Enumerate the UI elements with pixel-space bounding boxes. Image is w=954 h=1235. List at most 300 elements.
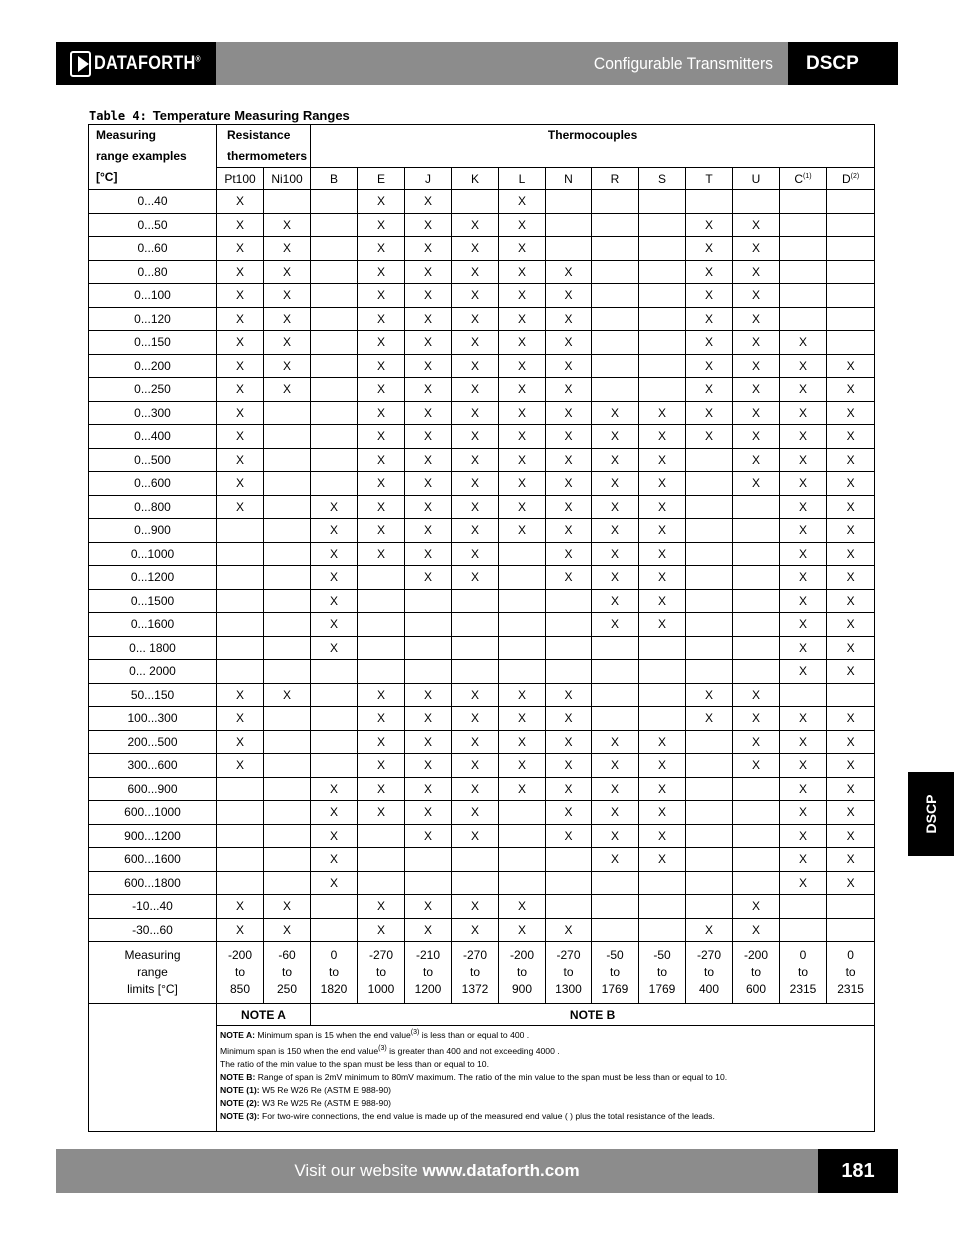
mark-cell [639, 918, 686, 942]
mark-cell: X [499, 918, 546, 942]
mark-cell [452, 589, 499, 613]
mark-cell: X [358, 284, 405, 308]
mark-cell: X [405, 566, 452, 590]
table-row [89, 519, 875, 543]
mark-cell: X [358, 895, 405, 919]
mark-cell: X [546, 425, 592, 449]
mark-cell: X [592, 425, 639, 449]
sensor-header-c [780, 168, 827, 190]
note-line [220, 1084, 874, 1097]
mark-cell [264, 190, 311, 214]
range-cell: 300...600 [89, 754, 217, 778]
mark-cell: X [405, 213, 452, 237]
mark-cell [311, 730, 358, 754]
table-row [89, 707, 875, 731]
mark-cell [358, 566, 405, 590]
mark-cell [592, 378, 639, 402]
table-row [89, 754, 875, 778]
note-text: W3 Re W25 Re (ASTM E 988-90) [262, 1097, 391, 1108]
note-label: NOTE (1): [220, 1084, 260, 1095]
mark-cell: X [639, 824, 686, 848]
limits-cell [733, 942, 780, 1004]
table-row [89, 284, 875, 308]
limits-line: -270 [556, 948, 581, 962]
mark-cell: X [217, 425, 264, 449]
mark-cell [499, 848, 546, 872]
footer-website: Visit our website www.dataforth.com [294, 1161, 580, 1180]
mark-cell: X [405, 730, 452, 754]
sensor-header-e [358, 168, 405, 190]
note-tail: is greater than 400 and not exceeding 4000 . [386, 1045, 560, 1056]
table-row [89, 425, 875, 449]
website-link[interactable]: www.dataforth.com [422, 1161, 580, 1180]
mark-cell [733, 495, 780, 519]
mark-cell: X [405, 495, 452, 519]
mark-cell: X [217, 307, 264, 331]
mark-cell: X [592, 401, 639, 425]
mark-cell: X [358, 495, 405, 519]
note-text: Minimum span is 15 when the end value [257, 1029, 411, 1040]
mark-cell [499, 824, 546, 848]
mark-cell: X [452, 895, 499, 919]
sensor-label: K [470, 171, 479, 186]
mark-cell: X [733, 284, 780, 308]
mark-cell [546, 589, 592, 613]
mark-cell: X [311, 495, 358, 519]
mark-cell [405, 871, 452, 895]
mark-cell [499, 636, 546, 660]
mark-cell [217, 660, 264, 684]
mark-cell [311, 237, 358, 261]
sensor-header-b [311, 168, 358, 190]
mark-cell: X [217, 190, 264, 214]
mark-cell: X [733, 307, 780, 331]
mark-cell: X [592, 824, 639, 848]
mark-cell: X [780, 777, 827, 801]
mark-cell: X [780, 871, 827, 895]
mark-cell [264, 730, 311, 754]
mark-cell [452, 660, 499, 684]
mark-cell: X [827, 613, 875, 637]
mark-cell [686, 566, 733, 590]
mark-cell: X [639, 519, 686, 543]
mark-cell: X [452, 331, 499, 355]
mark-cell: X [592, 448, 639, 472]
mark-cell [686, 613, 733, 637]
mark-cell [311, 448, 358, 472]
mark-cell: X [217, 448, 264, 472]
registered-mark: ® [195, 54, 201, 64]
limits-line: to [281, 965, 292, 979]
sensor-label: D [841, 171, 851, 186]
mark-cell [452, 636, 499, 660]
table-row [89, 566, 875, 590]
mark-cell [686, 801, 733, 825]
table-row [89, 871, 875, 895]
range-cell: 0...150 [89, 331, 217, 355]
mark-cell: X [405, 260, 452, 284]
mark-cell: X [264, 378, 311, 402]
mark-cell [827, 237, 875, 261]
mark-cell: X [733, 401, 780, 425]
mark-cell [264, 472, 311, 496]
limits-line: -270 [368, 948, 394, 962]
note-label: NOTE (3): [220, 1110, 260, 1121]
mark-cell: X [546, 331, 592, 355]
table-row [89, 190, 875, 214]
limits-line: -200 [227, 948, 253, 962]
mark-cell: X [639, 589, 686, 613]
mark-cell: X [780, 848, 827, 872]
mark-cell: X [827, 448, 875, 472]
mark-cell [499, 801, 546, 825]
mark-cell [639, 284, 686, 308]
mark-cell: X [780, 354, 827, 378]
mark-cell: X [592, 801, 639, 825]
mark-cell: X [405, 190, 452, 214]
mark-cell [311, 331, 358, 355]
page-number: 181 [818, 1149, 898, 1193]
mark-cell: X [311, 636, 358, 660]
mark-cell: X [499, 331, 546, 355]
mark-cell: X [358, 542, 405, 566]
rtd-header: Resistance thermometers [217, 125, 311, 168]
limits-line: 0 [847, 948, 854, 962]
mark-cell [686, 848, 733, 872]
mark-cell: X [733, 448, 780, 472]
range-cell: 0...60 [89, 237, 217, 261]
limits-line: -270 [696, 948, 722, 962]
mark-cell: X [217, 237, 264, 261]
mark-cell [780, 683, 827, 707]
range-cell: 600...1800 [89, 871, 217, 895]
mark-cell [264, 495, 311, 519]
mark-cell [311, 401, 358, 425]
mark-cell [217, 871, 264, 895]
mark-cell [405, 848, 452, 872]
mark-cell [686, 519, 733, 543]
limits-line: 2315 [789, 982, 817, 996]
sensor-label: R [610, 171, 620, 186]
table-row [89, 331, 875, 355]
mark-cell: X [499, 260, 546, 284]
mark-cell [217, 613, 264, 637]
mark-cell [311, 754, 358, 778]
sensor-label: Ni100 [271, 171, 303, 186]
mark-cell: X [546, 448, 592, 472]
limits-line: -270 [462, 948, 488, 962]
mark-cell: X [264, 918, 311, 942]
mark-cell: X [733, 425, 780, 449]
limits-cell [780, 942, 827, 1004]
mark-cell: X [827, 636, 875, 660]
mark-cell: X [452, 448, 499, 472]
limits-cell [499, 942, 546, 1004]
mark-cell [217, 566, 264, 590]
mark-cell [217, 848, 264, 872]
limits-line: to [328, 965, 339, 979]
mark-cell: X [827, 848, 875, 872]
limits-line: to [234, 965, 245, 979]
mark-cell: X [405, 777, 452, 801]
mark-cell: X [405, 307, 452, 331]
table-row [89, 378, 875, 402]
mark-cell [639, 895, 686, 919]
mark-cell: X [639, 472, 686, 496]
mark-cell: X [780, 331, 827, 355]
notes-empty-cell [89, 1004, 217, 1132]
notes-header-row [89, 1004, 875, 1026]
mark-cell: X [405, 754, 452, 778]
mark-cell: X [264, 284, 311, 308]
side-tab-label: DSCP [923, 794, 939, 834]
note-line [220, 1058, 874, 1071]
mark-cell: X [405, 354, 452, 378]
mark-cell: X [311, 871, 358, 895]
mark-cell: X [639, 754, 686, 778]
mark-cell: X [639, 730, 686, 754]
note-label: NOTE (2): [220, 1097, 260, 1108]
mark-cell: X [405, 472, 452, 496]
range-cell: 0...1000 [89, 542, 217, 566]
dataforth-logo [56, 42, 216, 85]
mark-cell [358, 636, 405, 660]
limits-line: 0 [799, 948, 807, 962]
mark-cell: X [546, 707, 592, 731]
mark-cell [264, 589, 311, 613]
sensor-label: B [329, 171, 338, 186]
mark-cell: X [217, 378, 264, 402]
note-sup: (3) [378, 1044, 387, 1052]
mark-cell [264, 824, 311, 848]
mark-cell: X [780, 660, 827, 684]
range-cell: 0...1200 [89, 566, 217, 590]
limits-line: 600 [745, 982, 767, 996]
mark-cell: X [733, 754, 780, 778]
mark-cell [546, 871, 592, 895]
mark-cell: X [405, 824, 452, 848]
mark-cell [639, 636, 686, 660]
limits-label-line: limits [°C] [127, 982, 178, 996]
mark-cell: X [780, 542, 827, 566]
mark-cell [592, 237, 639, 261]
limits-line: -50 [653, 948, 671, 962]
table-row [89, 307, 875, 331]
mark-cell: X [780, 824, 827, 848]
mark-cell [217, 589, 264, 613]
mark-cell: X [592, 566, 639, 590]
mark-cell: X [546, 730, 592, 754]
mark-cell: X [217, 331, 264, 355]
table-row [89, 495, 875, 519]
mark-cell [639, 354, 686, 378]
limits-cell [405, 942, 452, 1004]
mark-cell: X [499, 519, 546, 543]
table-row [89, 542, 875, 566]
mark-cell [546, 848, 592, 872]
mark-cell: X [217, 707, 264, 731]
mark-cell: X [686, 707, 733, 731]
mark-cell: X [405, 707, 452, 731]
mark-cell: X [546, 801, 592, 825]
limits-line: 1300 [555, 982, 582, 996]
mark-cell [827, 331, 875, 355]
mark-cell: X [546, 918, 592, 942]
mark-cell: X [358, 448, 405, 472]
mark-cell [358, 660, 405, 684]
limits-label [89, 942, 217, 1004]
mark-cell [499, 660, 546, 684]
mark-cell: X [546, 260, 592, 284]
mark-cell: X [499, 777, 546, 801]
mark-cell [592, 707, 639, 731]
mark-cell [499, 542, 546, 566]
table-row [89, 824, 875, 848]
mark-cell [264, 636, 311, 660]
mark-cell: X [264, 237, 311, 261]
table-row [89, 918, 875, 942]
sensor-label: C [794, 171, 804, 186]
table-row [89, 895, 875, 919]
table-row [89, 472, 875, 496]
mark-cell: X [780, 754, 827, 778]
note-label: NOTE A: [220, 1029, 256, 1040]
mark-cell [217, 636, 264, 660]
mark-cell: X [499, 472, 546, 496]
mark-cell [452, 848, 499, 872]
note-label: NOTE B: [220, 1071, 256, 1082]
note-text: For two-wire connections, the end value is made up of the measured end value ( ) plus the total resistance of the leads. [262, 1110, 715, 1121]
mark-cell [264, 425, 311, 449]
note-text: The ratio of the min value to the span must be less than or equal to 10. [220, 1058, 489, 1069]
limits-cell [592, 942, 639, 1004]
limits-cell [264, 942, 311, 1004]
sensor-label: T [705, 171, 713, 186]
mark-cell: X [452, 542, 499, 566]
note-line [220, 1110, 874, 1123]
mark-cell: X [499, 307, 546, 331]
mark-cell [311, 213, 358, 237]
mark-cell [592, 871, 639, 895]
limits-cell [639, 942, 686, 1004]
mark-cell [264, 519, 311, 543]
range-cell: 600...1000 [89, 801, 217, 825]
mark-cell: X [217, 401, 264, 425]
mark-cell: X [405, 401, 452, 425]
limits-cell [827, 942, 875, 1004]
mark-cell [264, 660, 311, 684]
mark-cell [780, 918, 827, 942]
range-cell: 0...500 [89, 448, 217, 472]
mark-cell: X [405, 284, 452, 308]
range-cell: 900...1200 [89, 824, 217, 848]
mark-cell: X [827, 542, 875, 566]
mark-cell [311, 918, 358, 942]
mark-cell [217, 824, 264, 848]
mark-cell: X [686, 331, 733, 355]
range-cell: 100...300 [89, 707, 217, 731]
mark-cell: X [686, 918, 733, 942]
mark-cell: X [592, 848, 639, 872]
mark-cell: X [546, 519, 592, 543]
mark-cell: X [358, 683, 405, 707]
mark-cell: X [499, 730, 546, 754]
mark-cell: X [311, 542, 358, 566]
table-row [89, 613, 875, 637]
mark-cell: X [217, 213, 264, 237]
mark-cell [827, 683, 875, 707]
mark-cell: X [499, 401, 546, 425]
mark-cell [217, 542, 264, 566]
mark-cell: X [827, 707, 875, 731]
mark-cell: X [780, 425, 827, 449]
table-row [89, 354, 875, 378]
mark-cell: X [592, 777, 639, 801]
mark-cell [264, 801, 311, 825]
mark-cell: X [358, 425, 405, 449]
mark-cell [639, 213, 686, 237]
limits-line: 1000 [367, 982, 395, 996]
mark-cell: X [827, 777, 875, 801]
mark-cell: X [499, 190, 546, 214]
mark-cell [546, 660, 592, 684]
mark-cell [405, 589, 452, 613]
mark-cell [733, 589, 780, 613]
mark-cell [217, 519, 264, 543]
mark-cell: X [452, 730, 499, 754]
range-cell: 0...120 [89, 307, 217, 331]
limits-line: to [516, 965, 527, 979]
limits-label-line: Measuring [124, 948, 181, 962]
limits-line: -50 [606, 948, 624, 962]
mark-cell: X [405, 895, 452, 919]
mark-cell: X [546, 378, 592, 402]
sensor-header-t [686, 168, 733, 190]
range-header: Measuring range examples [°C] [89, 125, 217, 190]
range-cell: 200...500 [89, 730, 217, 754]
mark-cell [686, 895, 733, 919]
sensor-label: Pt100 [224, 171, 256, 186]
mark-cell: X [733, 707, 780, 731]
mark-cell [686, 777, 733, 801]
mark-cell [311, 284, 358, 308]
mark-cell [639, 237, 686, 261]
mark-cell: X [499, 284, 546, 308]
note-text: Range of span is 2mV minimum to 80mV maximum. The ratio of the min value to the span must be less than or equal to 10. [257, 1071, 728, 1082]
sensor-label: E [376, 171, 385, 186]
limits-cell [686, 942, 733, 1004]
mark-cell [358, 824, 405, 848]
table-row [89, 401, 875, 425]
sensor-note: (2) [850, 172, 860, 180]
limits-line: 250 [276, 982, 298, 996]
mark-cell: X [546, 401, 592, 425]
range-cell: 0...80 [89, 260, 217, 284]
mark-cell: X [452, 777, 499, 801]
range-cell: 0...900 [89, 519, 217, 543]
mark-cell [733, 801, 780, 825]
mark-cell: X [452, 918, 499, 942]
mark-cell: X [217, 895, 264, 919]
limits-line: to [845, 965, 856, 979]
product-code: DSCP [788, 42, 898, 85]
mark-cell [686, 754, 733, 778]
mark-cell: X [358, 354, 405, 378]
mark-cell [499, 566, 546, 590]
table-number: Table 4: [89, 109, 147, 123]
mark-cell: X [639, 425, 686, 449]
mark-cell: X [217, 754, 264, 778]
